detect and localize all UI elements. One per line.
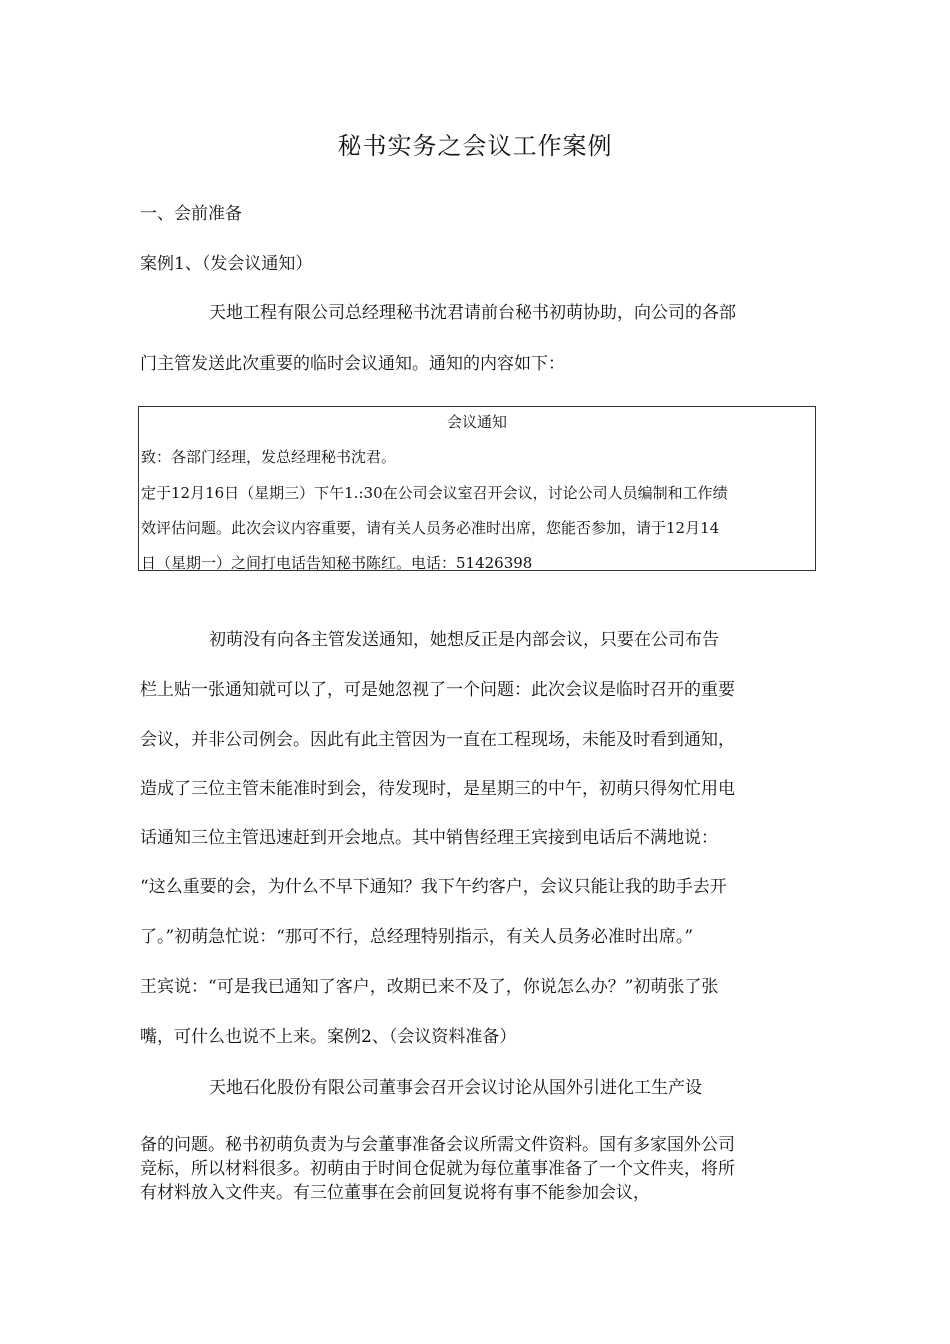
page-title: 秘书实务之会议工作案例 [337, 132, 613, 160]
paragraph-line: 会议，并非公司例会。因此有此主管因为一直在工程现场，未能及时看到通知， [140, 730, 735, 750]
meeting-notice-box [138, 406, 816, 571]
notice-line: 日（星期一）之间打电话告知秘书陈红。电话：51426398 [141, 554, 533, 572]
paragraph-line: “这么重要的会，为什么不早下通知？我下午约客户，会议只能让我的助手去开 [140, 877, 727, 897]
paragraph-line: 造成了三位主管未能准时到会，待发现时，是星期三的中午，初萌只得匆忙用电 [140, 779, 735, 799]
paragraph-line: 栏上贴一张通知就可以了，可是她忽视了一个问题：此次会议是临时召开的重要 [140, 680, 735, 700]
notice-line: 效评估问题。此次会议内容重要，请有关人员务必准时出席，您能否参加，请于12月14 [141, 519, 720, 537]
paragraph-line: 天地工程有限公司总经理秘书沈君请前台秘书初萌协助，向公司的各部 [209, 303, 736, 323]
paragraph-line: 话通知三位主管迅速赶到开会地点。其中销售经理王宾接到电话后不满地说： [140, 828, 718, 848]
notice-line: 致：各部门经理，发总经理秘书沈君。 [141, 448, 397, 466]
paragraph-line: 天地石化股份有限公司董事会召开会议讨论从国外引进化工生产设 [209, 1078, 702, 1098]
case-heading: 案例1、（发会议通知） [140, 254, 313, 274]
paragraph-line: 有材料放入文件夹。有三位董事在会前回复说将有事不能参加会议， [140, 1183, 650, 1203]
paragraph-line: 竞标，所以材料很多。初萌由于时间仓促就为每位董事准备了一个文件夹，将所 [140, 1159, 735, 1179]
notice-title: 会议通知 [446, 413, 507, 431]
paragraph-line: 门主管发送此次重要的临时会议通知。通知的内容如下： [140, 354, 565, 374]
paragraph-line: 初萌没有向各主管发送通知，她想反正是内部会议，只要在公司布告 [209, 630, 719, 650]
paragraph-line: 嘴，可什么也说不上来。案例2、（会议资料准备） [140, 1027, 517, 1047]
paragraph-line: 王宾说：“可是我已通知了客户，改期已来不及了，你说怎么办？”初萌张了张 [140, 977, 719, 997]
paragraph-line: 了。”初萌急忙说：“那可不行，总经理特别指示，有关人员务必准时出席。” [140, 927, 694, 947]
paragraph-line: 备的问题。秘书初萌负责为与会董事准备会议所需文件资料。国有多家国外公司 [140, 1135, 735, 1155]
section-heading: 一、会前准备 [140, 204, 242, 224]
notice-line: 定于12月16日（星期三）下午1.:30在公司会议室召开会议，讨论公司人员编制和工作绩 [141, 484, 728, 502]
